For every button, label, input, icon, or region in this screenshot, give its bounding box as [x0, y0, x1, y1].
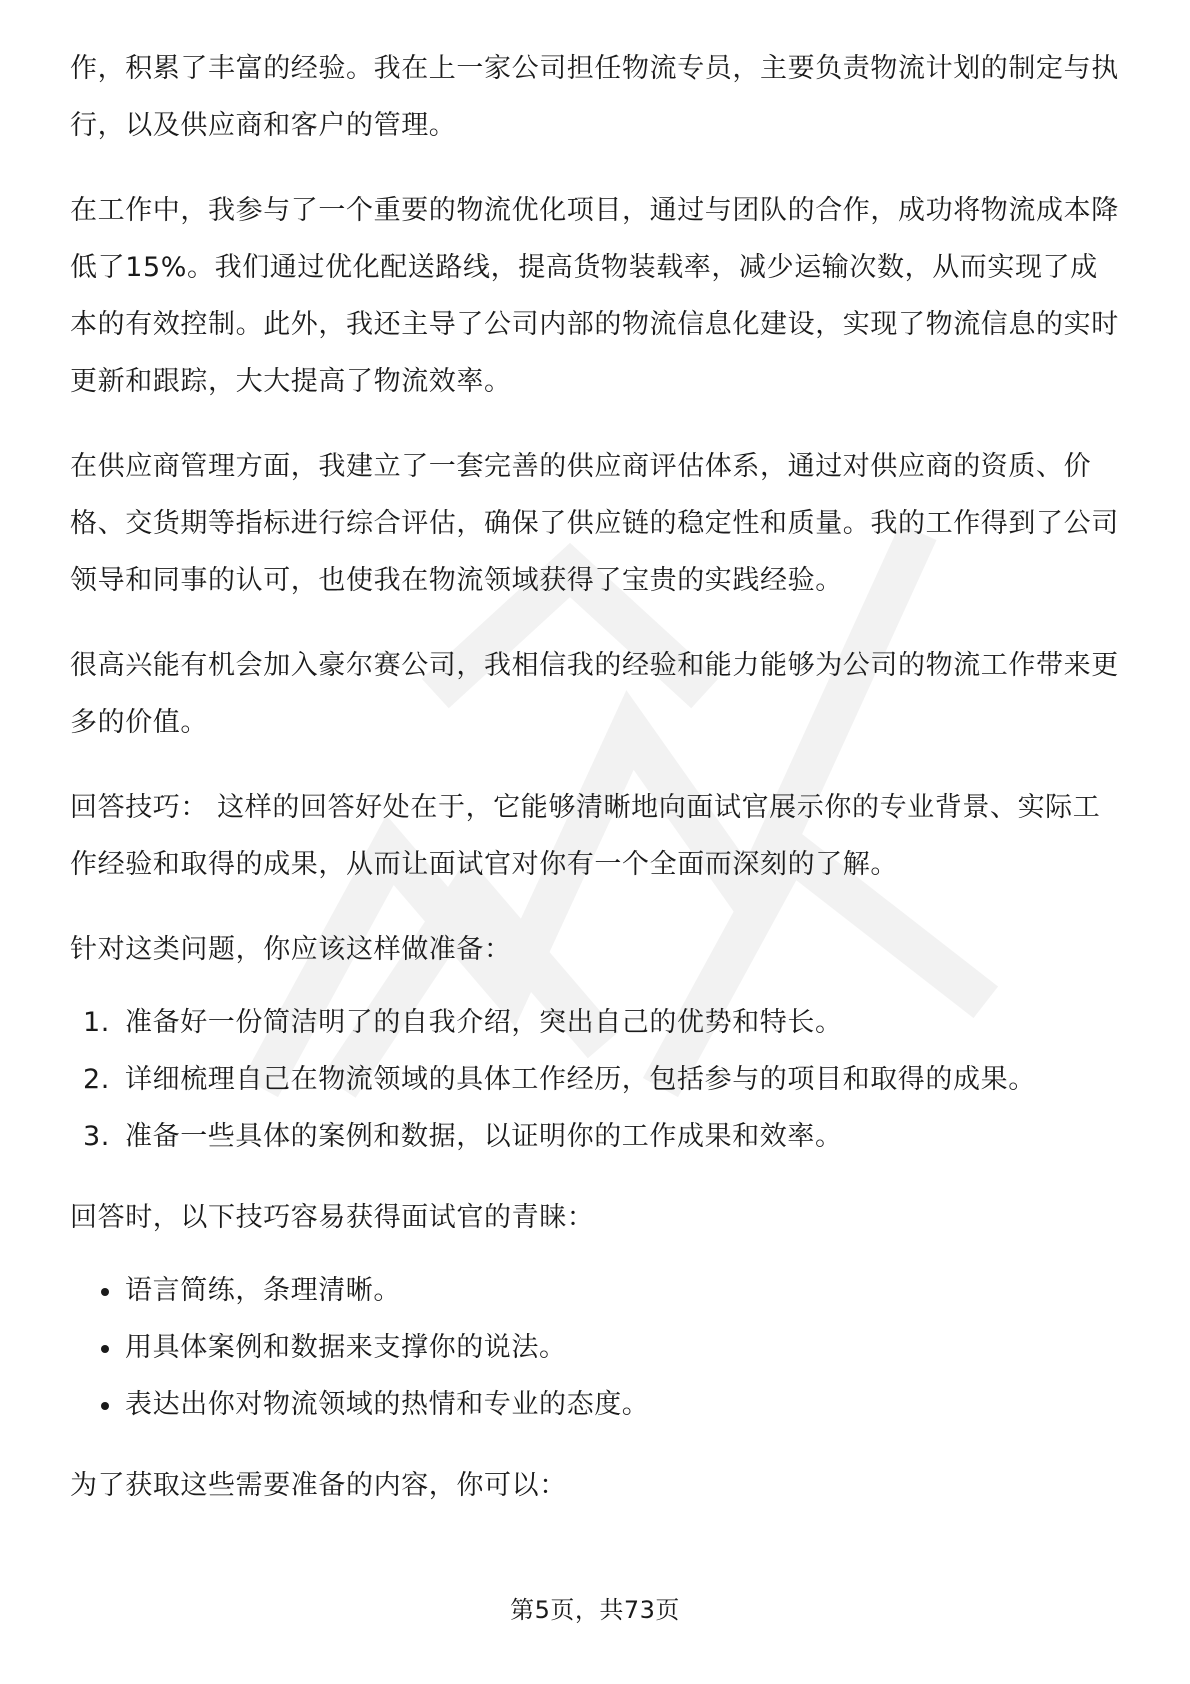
bullet-icon — [101, 1345, 109, 1353]
bullet-icon — [101, 1402, 109, 1410]
tips-list — [70, 1262, 1120, 1433]
page-number: 第5页，共73页 — [510, 1596, 680, 1624]
paragraph-optimization-project: 在工作中，我参与了一个重要的物流优化项目，通过与团队的合作，成功将物流成本降低了15%。我们通过优化配送路线，提高货物装载率，减少运输次数，从而实现了成本的有效控制。此外，我还主导了公司内部的物流信息化建设，实现了物流信息的实时更新和跟踪，大大提高了物流效率。 — [70, 195, 1119, 397]
paragraph-answer-tips: 回答技巧： 这样的回答好处在于，它能够清晰地向面试官展示你的专业背景、实际工作经验和取得的成果，从而让面试官对你有一个全面而深刻的了解。 — [70, 792, 1101, 880]
paragraph-joining: 很高兴能有机会加入豪尔赛公司，我相信我的经验和能力能够为公司的物流工作带来更多的价值。 — [70, 650, 1119, 738]
paragraph-closing-intro: 为了获取这些需要准备的内容，你可以： — [70, 1470, 567, 1501]
list-item: 用具体案例和数据来支撑你的说法。 — [70, 1319, 1120, 1376]
list-item: 3. 准备一些具体的案例和数据，以证明你的工作成果和效率。 — [83, 1121, 843, 1152]
paragraph-supplier-management: 在供应商管理方面，我建立了一套完善的供应商评估体系，通过对供应商的资质、价格、交货期等指标进行综合评估，确保了供应链的稳定性和质量。我的工作得到了公司领导和同事的认可，也使我在物流领域获得了宝贵的实践经验。 — [70, 451, 1119, 596]
bullet-icon — [101, 1288, 109, 1296]
list-item: 语言简练，条理清晰。 — [70, 1262, 1120, 1319]
paragraph-tips-intro: 回答时，以下技巧容易获得面试官的青睐： — [70, 1202, 595, 1233]
paragraph-experience: 作，积累了丰富的经验。我在上一家公司担任物流专员，主要负责物流计划的制定与执行，以及供应商和客户的管理。 — [70, 53, 1119, 141]
list-item: 表达出你对物流领域的热情和专业的态度。 — [70, 1376, 1120, 1433]
document-body — [70, 40, 1120, 1542]
list-item: 1. 准备好一份简洁明了的自我介绍，突出自己的优势和特长。 — [83, 1007, 843, 1038]
preparation-list — [70, 994, 1120, 1165]
paragraph-preparation-intro: 针对这类问题，你应该这样做准备： — [70, 934, 512, 965]
list-item: 2. 详细梳理自己在物流领域的具体工作经历，包括参与的项目和取得的成果。 — [83, 1064, 1036, 1095]
